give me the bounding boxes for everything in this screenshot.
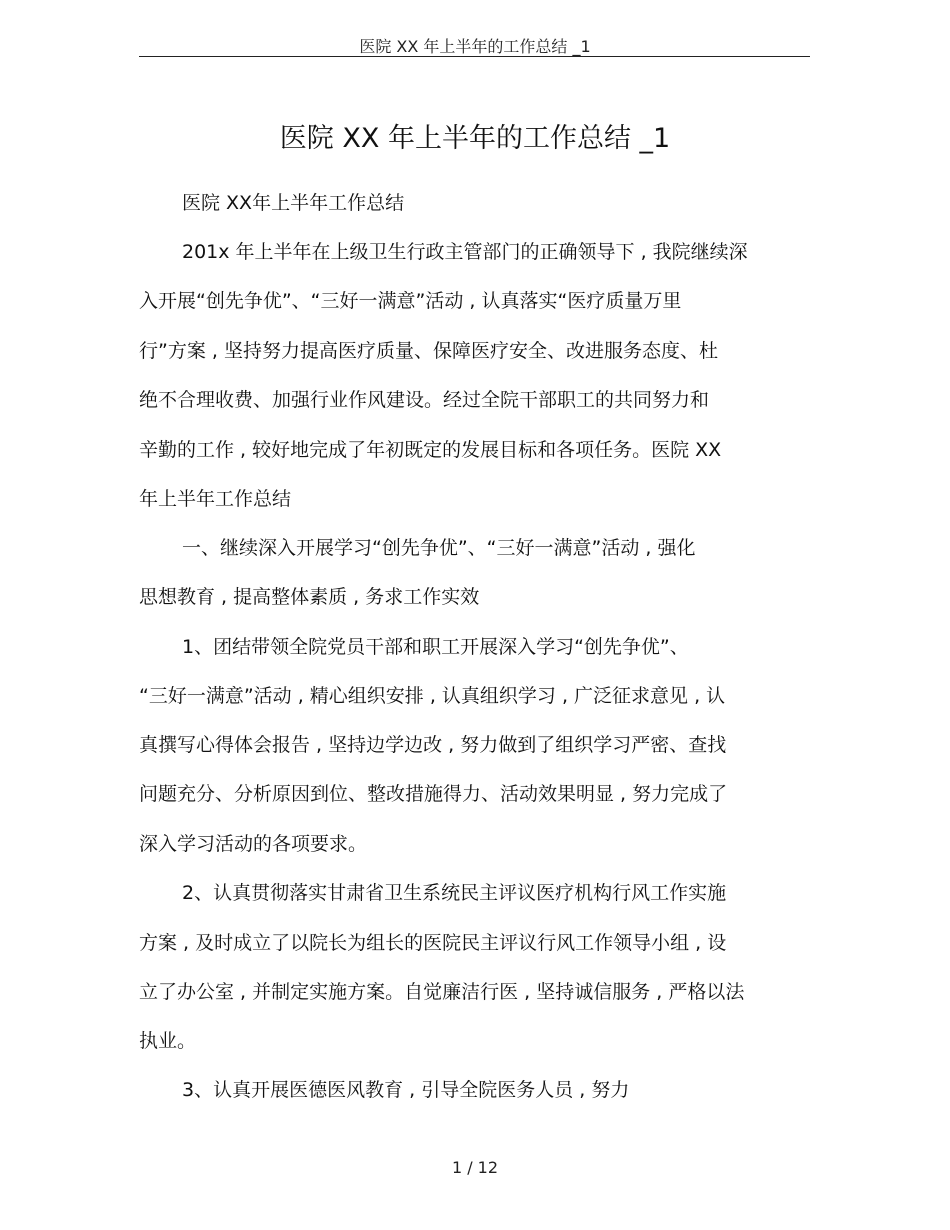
running-header: 医院 XX 年上半年的工作总结 _1 [359,37,591,56]
page-number: 1 / 12 [451,1158,499,1177]
paragraph-line: 一、继续深入开展学习“创先争优”、“三好一满意”活动 , 强化 [182,537,696,559]
paragraph-line: 医院 XX年上半年工作总结 [182,192,405,214]
paragraph-line: 方案 , 及时成立了以院长为组长的医院民主评议行风工作领导小组 , 设 [139,932,727,954]
paragraph-line: 2、认真贯彻落实甘肃省卫生系统民主评议医疗机构行风工作实施 [182,882,727,904]
paragraph-line: 绝不合理收费、加强行业作风建设。经过全院干部职工的共同努力和 [139,389,710,411]
paragraph-line: 201x 年上半年在上级卫生行政主管部门的正确领导下 , 我院继续深 [182,241,748,263]
paragraph-line: 1、团结带领全院党员干部和职工开展深入学习“创先争优”、 [182,636,689,658]
header-rule [139,56,810,57]
paragraph-line: 立了办公室 , 并制定实施方案。自觉廉洁行医 , 坚持诚信服务 , 严格以法 [139,981,745,1003]
paragraph-line: “三好一满意”活动 , 精心组织安排 , 认真组织学习 , 广泛征求意见 , 认 [139,685,726,707]
paragraph-line: 3、认真开展医德医风教育 , 引导全院医务人员 , 努力 [182,1079,630,1101]
paragraph-line: 思想教育 , 提高整体素质 , 务求工作实效 [139,586,480,608]
paragraph-line: 入开展“创先争优”、“三好一满意”活动 , 认真落实“医疗质量万里 [139,290,682,312]
paragraph-line: 年上半年工作总结 [139,488,292,510]
paragraph-line: 真撰写心得体会报告 , 坚持边学边改 , 努力做到了组织学习严密、查找 [139,734,727,756]
paragraph-line: 辛勤的工作 , 较好地完成了年初既定的发展目标和各项任务。医院 XX [139,439,722,461]
paragraph-line: 行”方案 , 坚持努力提高医疗质量、保障医疗安全、改进服务态度、杜 [139,340,718,362]
paragraph-line: 问题充分、分析原因到位、整改措施得力、活动效果明显 , 努力完成了 [139,783,728,805]
document-title: 医院 XX 年上半年的工作总结 _1 [279,123,671,154]
paragraph-line: 深入学习活动的各项要求。 [139,833,368,855]
paragraph-line: 执业。 [139,1030,197,1052]
